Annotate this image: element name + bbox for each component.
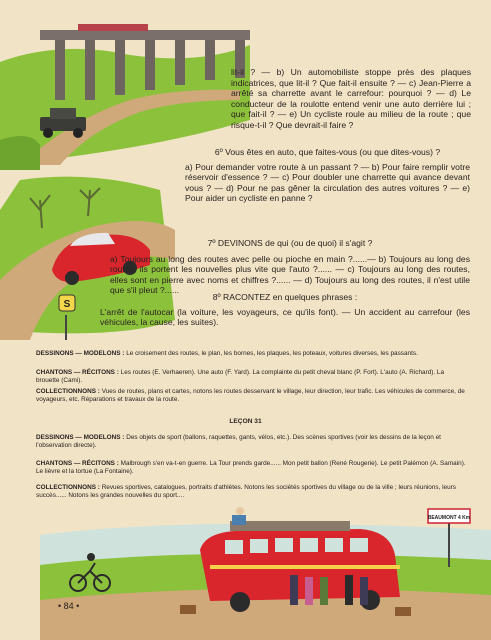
lesson31-dessinons-text: Des objets de sport (ballons, raquettes, gants, vélos, etc.). Des scènes sportives (voir les dessins de la leçon et l'observation directe). — [36, 434, 441, 450]
lesson31-title: LEÇON 31 — [229, 418, 262, 425]
lesson30-collectionnons-text: Vues de routes, plans et cartes, notons les routes desservant le village, leur direction, leur trafic. Les véhicules de commerce, de voyageurs, etc. Réparations et travaux de la route. — [36, 388, 465, 404]
question-block-7 — [110, 238, 470, 296]
lesson30-dessinons — [36, 350, 466, 358]
page-number: • 84 • — [58, 601, 80, 611]
lesson31-chantons-text: Malbrough s'en va-t-en guerre. La Tour prends garde...... Mon petit ballon (René Rougerie). Le petit Palémon (A. Samain). Le lièvre et la tortue (La Fontaine). — [36, 460, 466, 476]
question-block-8 — [100, 292, 470, 328]
lesson31-collectionnons-label: COLLECTIONNONS : — [36, 484, 100, 491]
lesson30-dessinons-label: DESSINONS — MODELONS : — [36, 350, 125, 357]
q6-body: a) Pour demander votre route à un passant ? — b) Pour faire remplir votre réservoir d'essence ? — c) Pour doubler une charrette qui avance devant vous ? — d) Pour ne pas gêner la circulation des autres voitures ? — e) Pour aider un cycliste en panne ? — [185, 161, 470, 204]
lesson31-collectionnons-text: Revues sportives, catalogues, portraits d'athlètes. Notons les sociétés sportives du village ou de la ville ; leurs réunions, leurs succès...... Notons les grandes nouvelles du sport.... — [36, 484, 456, 500]
direction-sign-text: BEAUMONT 4 Km — [427, 515, 471, 521]
lesson30-collectionnons-label: COLLECTIONNONS : — [36, 388, 100, 395]
lesson30-collectionnons — [36, 388, 466, 404]
question-block-6 — [185, 147, 470, 204]
paragraph-q5-continued: lit-il ? — b) Un automobiliste stoppe près des plaques indicatrices, que lit-il ? Que fait-il ensuite ? — c) Jean-Pierre a arrêté sa charrette avant le carrefour: pourquoi ? — d) Le conducteur de la roulotte entend venir une auto derrière lui ; que fait-il ? — e) Un cycliste roule au milieu de la route ; que risque-t-il ? Que devrait-il faire ? — [231, 67, 471, 130]
q7-body: a) Toujours au long des routes avec pelle ou pioche en main ?......— b) Toujours au long des routes, ils portent les nouvelles plus vite que l'auto ?...... — c) Toujours au long des routes, elles sont en pierre avec noms et chiffres ?...... — d) Toujours au long des routes, il n'est utile que s'il pleut ?...... — [110, 253, 470, 296]
lesson30-dessinons-text: Le croisement des routes, le plan, les bornes, les plaques, les poteaux, voitures diverses, les passants. — [126, 350, 418, 357]
viaduct-illustration — [0, 0, 250, 170]
bus-stop-illustration — [0, 505, 491, 640]
lesson31-chantons — [36, 460, 466, 476]
question-block-5 — [231, 67, 471, 131]
q6-heading: 6º Vous êtes en auto, que faites-vous (ou que dites-vous) ? — [214, 147, 441, 157]
lesson30-chantons-text: Les routes (E. Verhaeren). Une auto (F. Yard). La complainte du petit cheval blanc (P. Fort). L'auto (A. Richard). La brouette (Cami). — [36, 369, 445, 385]
roadsign-letter: S — [63, 299, 71, 310]
lesson30-chantons — [36, 369, 466, 385]
lesson31-collectionnons — [36, 484, 466, 500]
lesson31-chantons-label: CHANTONS — RÉCITONS : — [36, 460, 119, 467]
lesson31-dessinons — [36, 434, 466, 450]
q8-heading: 8º RACONTEZ en quelques phrases : — [212, 292, 358, 302]
q8-body: L'arrêt de l'autocar (la voiture, les voyageurs, ce qu'ils font). — Un accident au carrefour (les véhicules, la cause, les suites). — [100, 306, 470, 328]
lesson30-chantons-label: CHANTONS — RÉCITONS : — [36, 369, 119, 376]
q7-heading: 7º DEVINONS de qui (ou de quoi) il s'agit ? — [207, 238, 373, 248]
lesson31-dessinons-label: DESSINONS — MODELONS : — [36, 434, 125, 441]
